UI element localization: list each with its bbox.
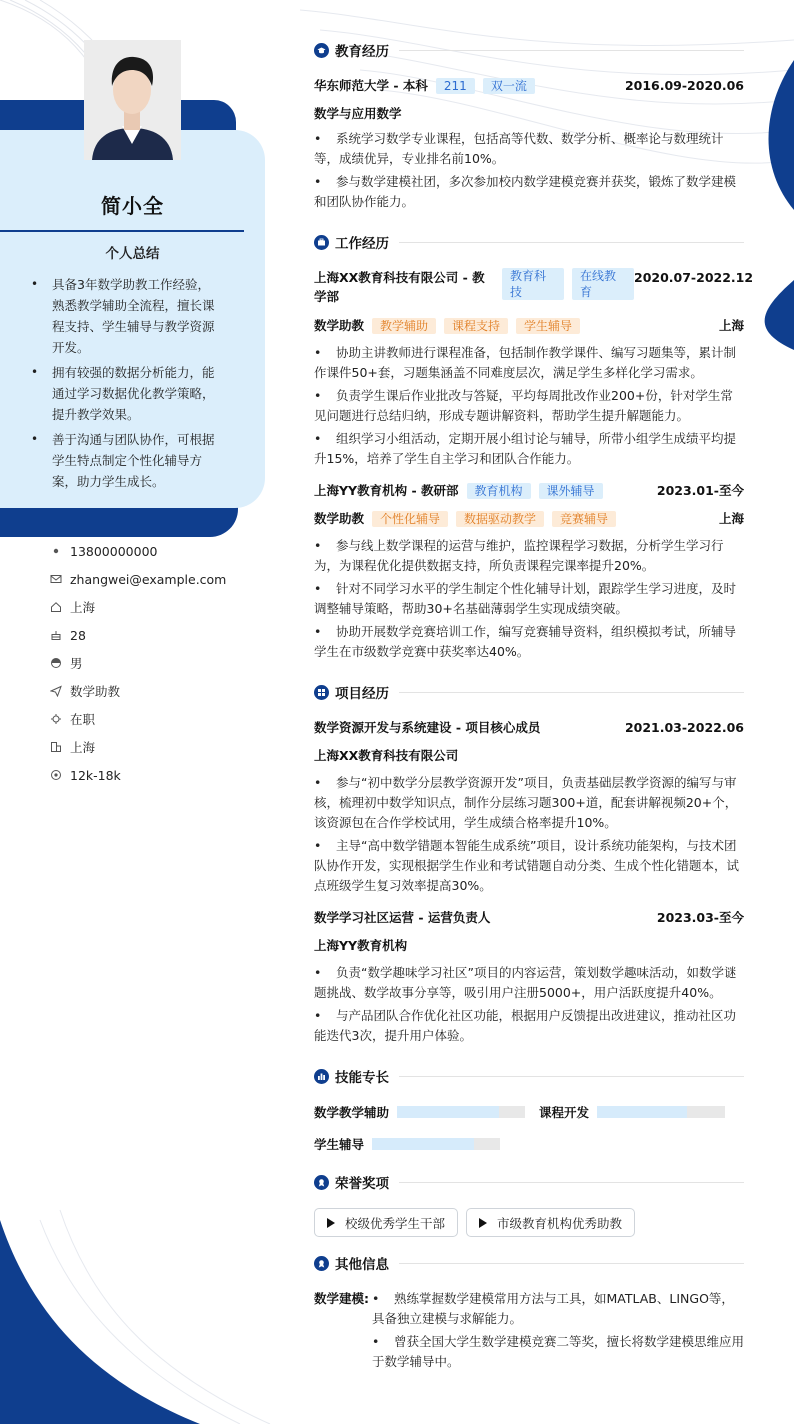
summary-list [30, 274, 216, 496]
job-city: 上海 [718, 511, 744, 526]
work-header [314, 230, 744, 254]
job-skill-tag: 教学辅助 [372, 318, 436, 334]
phone-icon [50, 545, 62, 557]
contact-position: 数学助教 [50, 677, 250, 705]
other-bullets [372, 1289, 744, 1375]
project-date: 2023.03-至今 [656, 910, 744, 925]
award-icon [314, 1175, 329, 1190]
section-divider [399, 242, 744, 243]
job-role-row [314, 316, 744, 335]
project-bullets [314, 773, 744, 896]
contact-work-city: 上海 [50, 733, 250, 761]
play-icon [479, 1218, 487, 1228]
project-date: 2021.03-2022.06 [624, 720, 744, 735]
grid-icon [314, 685, 329, 700]
job-date: 2023.01-至今 [656, 483, 744, 498]
school-name: 华东师范大学 - 本科 [314, 78, 428, 93]
contact-list [50, 537, 250, 789]
contact-age: 28 [50, 621, 250, 649]
skill-name: 数学教学辅助 [314, 1105, 390, 1120]
bullet-item: • 负责“数学趣味学习社区”项目的内容运营，策划数学趣味活动，如数学谜题挑战、数学故事分享等，吸引用户注册5000+，用户活跃度提升40%。 [314, 965, 737, 1000]
school-tag: 双一流 [483, 78, 535, 94]
status-icon [50, 713, 62, 725]
project-row [314, 718, 744, 737]
job-tag: 课外辅导 [539, 483, 603, 499]
name-divider [0, 230, 244, 232]
send-icon [50, 685, 62, 697]
home-icon [50, 601, 62, 613]
education-major: 数学与应用数学 [314, 106, 402, 121]
education-date: 2016.09-2020.06 [624, 78, 744, 93]
profile-name: 简小全 [101, 194, 164, 218]
mail-icon [50, 573, 62, 585]
skill-bar [372, 1138, 500, 1150]
honor-badge: 校级优秀学生干部 [314, 1208, 458, 1237]
other-info [314, 1289, 744, 1375]
contact-status: 在职 [50, 705, 250, 733]
avatar-icon [84, 40, 181, 160]
honors-header [314, 1170, 744, 1194]
projects-header [314, 680, 744, 704]
skills-row [314, 1134, 744, 1154]
project-name: 数学资源开发与系统建设 - 项目核心成员 [314, 720, 541, 735]
skill-bar [597, 1106, 725, 1118]
job-role-row [314, 509, 744, 528]
job-skill-tag: 课程支持 [444, 318, 508, 334]
job-role: 数学助教 [314, 511, 365, 526]
skill-bar [397, 1106, 525, 1118]
bullet-item: • 参与数学建模社团，多次参加校内数学建模竞赛并获奖，锻炼了数学建模和团队协作能力。 [314, 174, 737, 209]
briefcase-icon [314, 235, 329, 250]
section-divider [399, 1263, 744, 1264]
skills-header [314, 1064, 744, 1088]
skill-name: 课程开发 [539, 1105, 590, 1120]
job-skill-tag: 竞赛辅导 [552, 511, 616, 527]
skill-fill [597, 1106, 687, 1118]
job-skill-tag: 学生辅导 [516, 318, 580, 334]
salary-icon [50, 769, 62, 781]
job-org: 上海XX教育科技有限公司 - 教学部 [314, 270, 485, 304]
job-row [314, 268, 754, 306]
section-title: 教育经历 [335, 44, 389, 60]
bullet-item: • 负责学生课后作业批改与答疑，平均每周批改作业200+份，针对学生常见问题进行总结归纳，形成专题讲解资料，帮助学生提升解题能力。 [314, 388, 733, 423]
job-org: 上海YY教育机构 - 教研部 [314, 483, 459, 498]
honors-list [314, 1208, 744, 1237]
other-label: 数学建模: [314, 1291, 369, 1306]
job-date: 2020.07-2022.12 [634, 270, 754, 285]
summary-item: • 拥有较强的数据分析能力，能通过学习数据优化教学策略，提升教学效果。 [30, 362, 216, 425]
skill-fill [397, 1106, 499, 1118]
job-bullets [314, 343, 744, 469]
education-header [314, 38, 744, 62]
section-title: 项目经历 [335, 686, 389, 702]
skill-name: 学生辅导 [314, 1137, 365, 1152]
section-title: 工作经历 [335, 236, 389, 252]
bullet-item: • 熟练掌握数学建模常用方法与工具，如MATLAB、LINGO等，具备独立建模与求解能力。 [372, 1291, 734, 1326]
summary-item: • 善于沟通与团队协作，可根据学生特点制定个性化辅导方案，助力学生成长。 [30, 429, 216, 492]
contact-email: zhangwei@example.com [50, 565, 250, 593]
skills-row [314, 1102, 744, 1122]
job-skill-tag: 数据驱动教学 [456, 511, 544, 527]
contact-salary: 12k-18k [50, 761, 250, 789]
main-content [314, 38, 754, 1375]
project-org: 上海YY教育机构 [314, 938, 408, 953]
gender-icon [50, 657, 62, 669]
section-divider [399, 1076, 744, 1077]
job-tag: 在线教育 [572, 268, 634, 300]
profile-photo [84, 40, 181, 160]
section-divider [399, 50, 744, 51]
honor-badge: 市级教育机构优秀助教 [466, 1208, 635, 1237]
section-divider [399, 1182, 744, 1183]
contact-gender: 男 [50, 649, 250, 677]
project-org: 上海XX教育科技有限公司 [314, 748, 459, 763]
job-row [314, 481, 744, 500]
bullet-item: • 参与线上数学课程的运营与维护，监控课程学习数据，分析学生学习行为，为课程优化提供数据支持，所负责课程完课率提升20%。 [314, 538, 724, 573]
education-row [314, 76, 744, 95]
project-name: 数学学习社区运营 - 运营负责人 [314, 910, 491, 925]
award-icon [314, 1256, 329, 1271]
job-city: 上海 [718, 318, 744, 333]
section-title: 技能专长 [335, 1070, 389, 1086]
bullet-item: • 主导“高中数学错题本智能生成系统”项目，设计系统功能架构，与技术团队协作开发，实现根据学生作业和考试错题自动分类、生成个性化错题本，试点班级学生复习效率提高30%。 [314, 838, 740, 893]
job-bullets [314, 536, 744, 662]
project-row [314, 908, 744, 927]
job-role: 数学助教 [314, 318, 365, 333]
section-title: 其他信息 [335, 1257, 389, 1273]
project-bullets [314, 963, 744, 1046]
building-icon [50, 741, 62, 753]
graduation-cap-icon [314, 43, 329, 58]
bullet-item: • 协助开展数学竞赛培训工作，编写竞赛辅导资料，组织模拟考试，所辅导学生在市级数学竞赛中获奖率达40%。 [314, 624, 737, 659]
bullet-item: • 参与“初中数学分层教学资源开发”项目，负责基础层教学资源的编写与审核，梳理初中数学知识点，制作分层练习题300+道，配套讲解视频20+个，该资源包在合作学校试用，学生成绩合格率提升10%。 [314, 775, 738, 830]
job-tag: 教育机构 [467, 483, 531, 499]
cake-icon [50, 629, 62, 641]
section-divider [399, 692, 744, 693]
bar-chart-icon [314, 1069, 329, 1084]
bullet-item: • 协助主讲教师进行课程准备，包括制作教学课件、编写习题集等，累计制作课件50+套，习题集涵盖不同难度层次，满足学生多样化学习需求。 [314, 345, 737, 380]
education-bullets [314, 129, 744, 212]
contact-location: 上海 [50, 593, 250, 621]
school-tag: 211 [436, 78, 475, 94]
skill-fill [372, 1138, 474, 1150]
section-title: 荣誉奖项 [335, 1176, 389, 1192]
summary-item: • 具备3年数学助教工作经验，熟悉教学辅助全流程，擅长课程支持、学生辅导与教学资源开发。 [30, 274, 216, 358]
job-skill-tag: 个性化辅导 [372, 511, 448, 527]
job-tag: 教育科技 [502, 268, 564, 300]
play-icon [327, 1218, 335, 1228]
bullet-item: • 系统学习数学专业课程，包括高等代数、数学分析、概率论与数理统计等，成绩优异，专业排名前10%。 [314, 131, 724, 166]
bullet-item: • 针对不同学习水平的学生制定个性化辅导计划，跟踪学生学习进度，及时调整辅导策略，帮助30+名基础薄弱学生实现成绩突破。 [314, 581, 737, 616]
bullet-item: • 与产品团队合作优化社区功能，根据用户反馈提出改进建议，推动社区功能迭代3次，提升用户体验。 [314, 1008, 737, 1043]
summary-title: 个人总结 [105, 246, 160, 262]
other-header [314, 1251, 744, 1275]
bullet-item: • 曾获全国大学生数学建模竞赛二等奖，擅长将数学建模思维应用于数学辅导中。 [372, 1334, 745, 1369]
bullet-item: • 组织学习小组活动，定期开展小组讨论与辅导，所带小组学生成绩平均提升15%，培养了学生自主学习和团队合作能力。 [314, 431, 737, 466]
contact-phone: 13800000000 [50, 537, 250, 565]
